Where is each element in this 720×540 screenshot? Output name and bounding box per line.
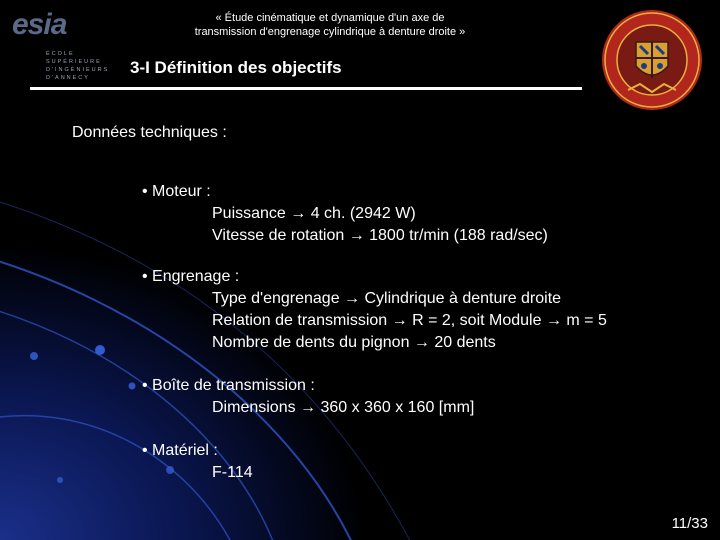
- spec-line: Puissance → 4 ch. (2942 W): [212, 205, 416, 222]
- spec-line: Type d'engrenage → Cylindrique à denture droite: [212, 290, 562, 307]
- arrow-right-icon: →: [300, 399, 317, 416]
- group-materiel: [142, 440, 253, 484]
- group-heading: • Matériel :: [142, 442, 218, 459]
- group-heading: • Boîte de transmission :: [142, 377, 315, 394]
- logo-subtitle: [46, 50, 110, 82]
- section-subtitle: Données techniques :: [72, 124, 227, 141]
- title-divider: [30, 87, 582, 90]
- group-moteur: [142, 181, 548, 247]
- logo-wordmark: esia: [12, 8, 67, 41]
- spec-line: Vitesse de rotation → 1800 tr/min (188 rad/sec): [212, 227, 548, 244]
- spec-line: Dimensions → 360 x 360 x 160 [mm]: [212, 399, 475, 416]
- group-boite: [142, 375, 474, 419]
- arrow-right-icon: →: [391, 312, 408, 329]
- spec-line: Nombre de dents du pignon → 20 dents: [212, 334, 496, 351]
- page-number: 11/33: [671, 515, 708, 532]
- arrow-right-icon: →: [348, 227, 365, 244]
- spec-line: F-114: [212, 464, 253, 481]
- arrow-right-icon: →: [413, 334, 430, 351]
- spec-line: Relation de transmission → R = 2, soit Module → m = 5: [212, 312, 607, 329]
- arrow-right-icon: →: [290, 205, 307, 222]
- header-line: transmission d'engrenage cylindrique à denture droite »: [194, 26, 466, 38]
- arrow-right-icon: →: [344, 290, 361, 307]
- logo-sub-line: ÉCOLE: [46, 51, 75, 57]
- group-engrenage: [142, 266, 607, 354]
- crest-emblem-icon: [600, 8, 704, 112]
- logo-sub-line: D'ANNECY: [46, 75, 90, 81]
- group-heading: • Engrenage :: [142, 268, 240, 285]
- logo-sub-line: SUPÉRIEURE: [46, 59, 102, 65]
- arrow-right-icon: →: [545, 312, 562, 329]
- logo-sub-line: D'INGÉNIEURS: [46, 67, 110, 73]
- header-title: [160, 11, 500, 39]
- group-heading: • Moteur :: [142, 183, 211, 200]
- school-logo: [12, 8, 110, 82]
- header-line: « Étude cinématique et dynamique d'un axe de: [215, 12, 445, 24]
- section-title: 3-I Définition des objectifs: [130, 58, 342, 77]
